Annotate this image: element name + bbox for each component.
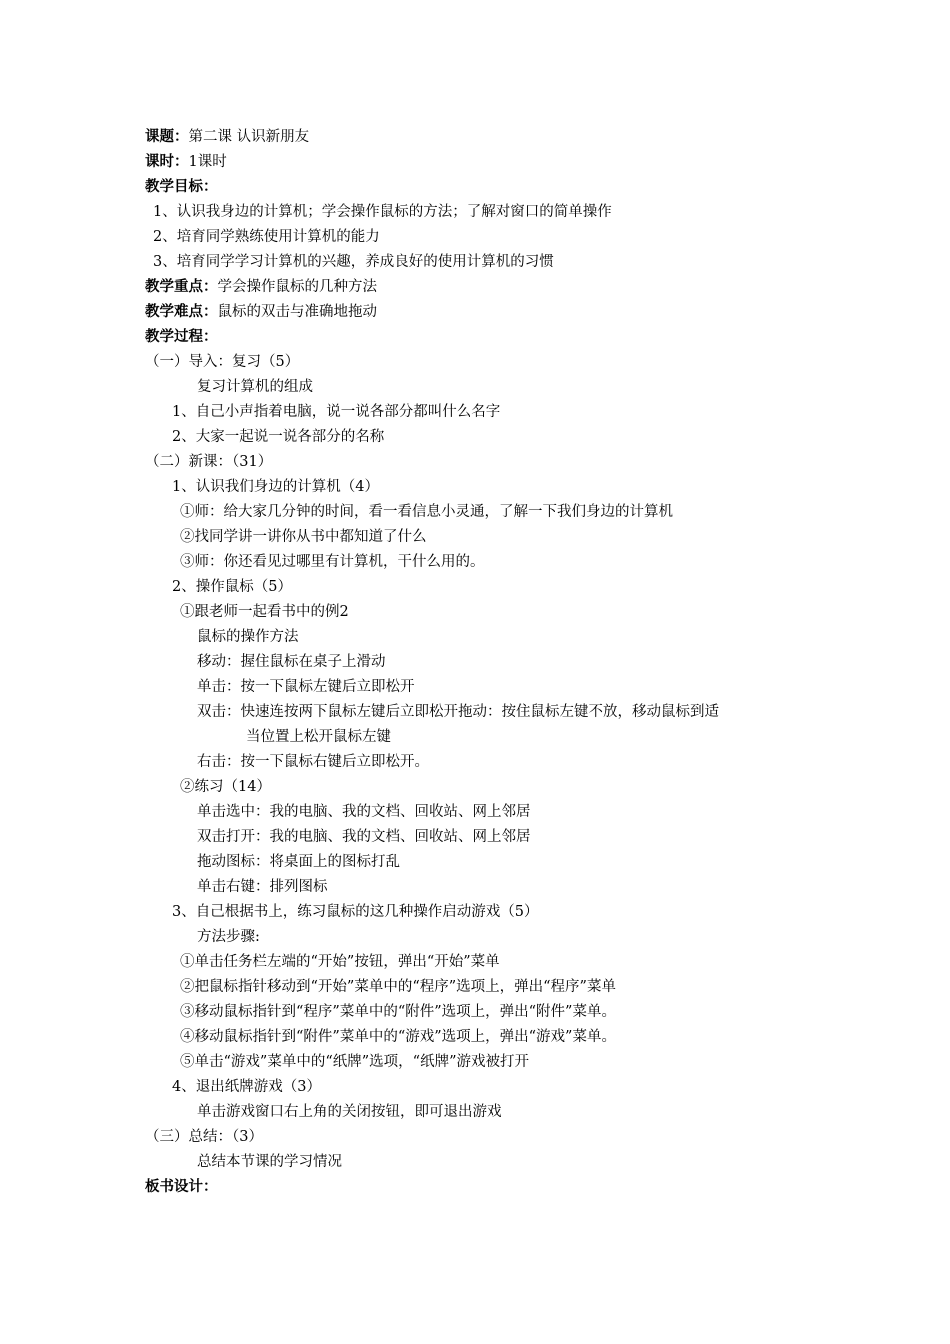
mouse-method-continued: 当位置上松开鼠标左键 [246, 729, 391, 745]
lesson-hours-value: 1课时 [188, 154, 227, 170]
objectives-heading: 教学目标： [145, 179, 218, 195]
objective-item: 3、培育同学学习计算机的兴趣，养成良好的使用计算机的习惯 [153, 254, 554, 270]
key-point-line [145, 277, 377, 297]
intro-item: 1、自己小声指着电脑，说一说各部分都叫什么名字 [172, 404, 501, 420]
lesson-hours-label: 课时： [145, 154, 189, 170]
lesson-hours-line [145, 152, 227, 172]
step-item: ③移动鼠标指针到“程序”菜单中的“附件”选项上，弹出“附件”菜单。 [180, 1004, 616, 1020]
intro-review: 复习计算机的组成 [197, 379, 313, 395]
section-4-text: 单击游戏窗口右上角的关闭按钮，即可退出游戏 [197, 1104, 502, 1120]
lesson-title-line [145, 127, 309, 147]
board-design-heading: 板书设计： [145, 1179, 218, 1195]
intro-item: 2、大家一起说一说各部分的名称 [172, 429, 385, 445]
difficulty-line [145, 302, 377, 322]
mouse-method: 右击：按一下鼠标右键后立即松开。 [197, 754, 429, 770]
objective-item: 1、认识我身边的计算机；学会操作鼠标的方法；了解对窗口的简单操作 [153, 204, 612, 220]
step-item: ①单击任务栏左端的“开始”按钮，弹出“开始”菜单 [180, 954, 500, 970]
step-item: ②把鼠标指针移动到“开始”菜单中的“程序”选项上，弹出“程序”菜单 [180, 979, 616, 995]
section-2-sub-2: ②练习（14） [180, 779, 271, 795]
section-1-item: ③师：你还看见过哪里有计算机，干什么用的。 [180, 554, 485, 570]
mouse-method: 移动：握住鼠标在桌子上滑动 [197, 654, 386, 670]
difficulty-label: 教学难点： [145, 304, 218, 320]
section-2-title: 2、操作鼠标（5） [172, 579, 292, 595]
objective-item: 2、培育同学熟练使用计算机的能力 [153, 229, 380, 245]
practice-item: 单击选中：我的电脑、我的文档、回收站、网上邻居 [197, 804, 531, 820]
practice-item: 拖动图标：将桌面上的图标打乱 [197, 854, 400, 870]
key-point-value: 学会操作鼠标的几种方法 [217, 279, 377, 295]
intro-heading: （一）导入：复习（5） [145, 354, 300, 370]
lesson-title-value: 第二课 认识新朋友 [188, 129, 310, 145]
key-point-label: 教学重点： [145, 279, 218, 295]
section-1-title: 1、认识我们身边的计算机（4） [172, 479, 379, 495]
difficulty-value: 鼠标的双击与准确地拖动 [217, 304, 377, 320]
section-1-item: ②找同学讲一讲你从书中都知道了什么 [180, 529, 427, 545]
practice-item: 双击打开：我的电脑、我的文档、回收站、网上邻居 [197, 829, 531, 845]
section-2-sub-1: ①跟老师一起看书中的例2 [180, 604, 349, 620]
summary-text: 总结本节课的学习情况 [197, 1154, 342, 1170]
process-heading: 教学过程： [145, 329, 218, 345]
section-3-title: 3、自己根据书上，练习鼠标的这几种操作启动游戏（5） [172, 904, 539, 920]
new-lesson-heading: （二）新课：（31） [145, 454, 273, 470]
lesson-title-label: 课题： [145, 129, 189, 145]
mouse-method-title: 鼠标的操作方法 [197, 629, 299, 645]
step-item: ⑤单击“游戏”菜单中的“纸牌”选项，“纸牌”游戏被打开 [180, 1054, 529, 1070]
practice-item: 单击右键：排列图标 [197, 879, 328, 895]
section-4-title: 4、退出纸牌游戏（3） [172, 1079, 321, 1095]
steps-title: 方法步骤: [197, 929, 260, 945]
mouse-method: 双击：快速连按两下鼠标左键后立即松开拖动：按住鼠标左键不放，移动鼠标到适 [197, 704, 719, 720]
section-1-item: ①师：给大家几分钟的时间，看一看信息小灵通，了解一下我们身边的计算机 [180, 504, 673, 520]
mouse-method: 单击：按一下鼠标左键后立即松开 [197, 679, 415, 695]
step-item: ④移动鼠标指针到“附件”菜单中的“游戏”选项上，弹出“游戏”菜单。 [180, 1029, 616, 1045]
summary-heading: （三）总结：（3） [145, 1129, 263, 1145]
